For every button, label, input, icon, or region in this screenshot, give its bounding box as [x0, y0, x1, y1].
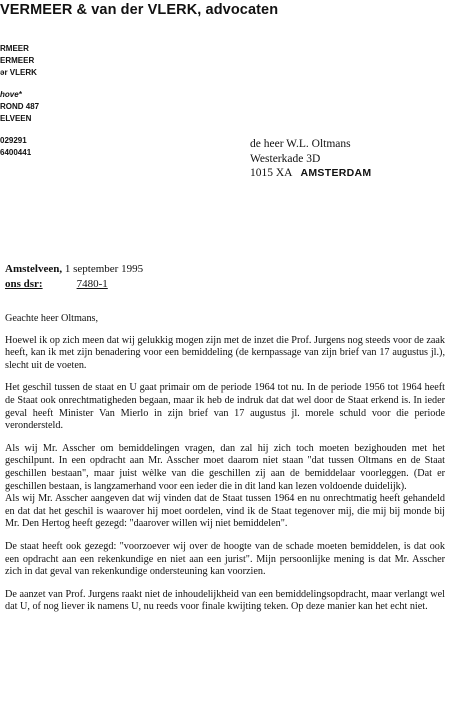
salutation: Geachte heer Oltmans, — [5, 313, 99, 324]
body-paragraph: Het geschil tussen de staat en U gaat primair om de periode 1964 tot nu. In de periode 1956 tot 1964 heeft de Staat ook onrechtmatigheden begaan, maar ik heb de indruk dat dat wel door de Staat erkend is. In ieder geval heeft Minister Van Mierlo in zijn brief van 17 augustus jl. morele schuld voor die periode verondersteld. — [5, 382, 445, 432]
body-paragraph: Als wij Mr. Asscher om bemiddelingen vragen, dan zal hij zich toch moeten bezighouden met het geschilpunt. In een opdracht aan Mr. Asscher moet daarom niet staan "dat tussen Oltmans en de Staat geschillen bestaan", maar juist wèlke van die geschillen zij aan de bemiddelaar voorleggen. (Dat er geschillen bestaan, is langzamerhand voor een ieder die in dit land kan lezen voldoende duidelijk). — [5, 442, 445, 492]
body-paragraph: De staat heeft ook gezegd: "voorzoever wij over de hoogte van de schade moeten bemiddelen, is dat ook een opdracht aan een rekenkundige en niet aan een jurist". Mijn persoonlijke mening is dat Mr. Asscher zich in dat geval van rekenkundige ondersteuning kan voorzien. — [5, 540, 445, 578]
addressee-postcode: 1015 XA — [250, 167, 293, 179]
body-paragraph: De aanzet van Prof. Jurgens raakt niet de inhoudelijkheid van een bemiddelingsopdracht, maar verlangt wel dat U, of nog liever ik namens U, nu reeds voor finale kwijting teken. Op deze manier kan het echt niet. — [5, 588, 445, 613]
partner-name: ERMEER — [0, 56, 35, 65]
letterhead-sidebar — [0, 43, 90, 159]
body-paragraph: Als wij Mr. Asscher aangeven dat wij vinden dat de Staat tussen 1964 en nu onrechtmatig heeft gehandeld en dat dat het geschil is waarover hij moet oordelen, vind ik de Staat tegenover mij, die mij bij monde bij Mr. Den Hertog heeft gezegd: "daarover willen wij niet bemiddelen". — [5, 493, 445, 530]
letterhead-firm-name: VERMEER & van der VLERK, advocaten — [0, 2, 279, 18]
letter-place: Amstelveen, — [5, 263, 63, 275]
office-address-line: hove* — [0, 90, 22, 99]
reference-value: 7480-1 — [76, 278, 108, 290]
partner-name: ər VLERK — [0, 68, 37, 77]
reference-label: ons dsr: — [5, 278, 43, 290]
addressee-name: de heer W.L. Oltmans — [250, 138, 351, 150]
body-paragraph: Hoewel ik op zich meen dat wij gelukkig mogen zijn met de inzet die Prof. Jurgens nog steeds voor de zaak heeft, kan ik met zijn benadering voor een bemiddeling (de kernpassage van zijn brief van 17 augustus jl.), slecht uit de voeten. — [5, 334, 445, 371]
letter-body — [5, 313, 445, 624]
addressee-street: Westerkade 3D — [250, 152, 321, 165]
office-address-line: ELVEEN — [0, 114, 32, 123]
addressee-block — [250, 137, 445, 181]
dateline — [5, 262, 445, 292]
office-number: 029291 — [0, 136, 27, 145]
date-line — [5, 262, 445, 277]
addressee-postal-line — [250, 166, 445, 181]
partner-name: RMEER — [0, 44, 29, 53]
office-address-line: ROND 487 — [0, 102, 40, 111]
reference-line — [5, 277, 445, 292]
office-number: 6400441 — [0, 148, 32, 157]
addressee-city: AMSTERDAM — [300, 167, 372, 179]
letter-date: 1 september 1995 — [64, 263, 144, 275]
